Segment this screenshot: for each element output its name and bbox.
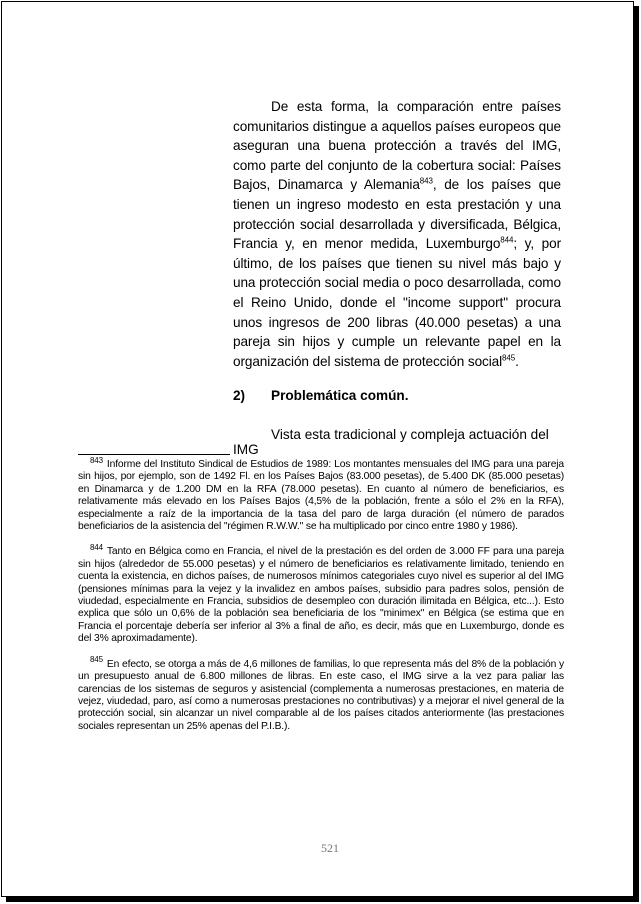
- footnote-separator: [78, 454, 230, 455]
- section-heading: [233, 388, 563, 403]
- continuation-text: Vista esta tradicional y compleja actuación del IMG: [233, 427, 549, 457]
- footnote-text: Tanto en Bélgica como en Francia, el nivel de la prestación es del orden de 3.000 FF para una pareja sin hijos (alrededor de 55.000 pesetas) y el número de beneficiarios es relativamente limitado, teniendo en cuenta la existencia, en dichos países, de numerosos mínimos categoriales cuyo nivel es superior al del IMG (pensiones mínimas para la vejez y la invalidez en ambos países, subsidio para padres solos, pensión de viudedad, especialmente en Francia, subsidios de desempleo con duración ilimitada en Bélgica, etc...). Esto explica que sólo un 0,6% de la población sea beneficiaria de los "minimex" en Bélgica (se estima que en Francia el porcentaje debería ser inferior al 3% a final de año, es decir, más que en Luxemburgo, donde es del 3% aproximadamente).: [78, 546, 564, 645]
- main-text-2: , de los países que tienen un ingreso modesto en esta prestación y una protección social desarrollada y diversificada, Bélgica, Francia y, en menor medida, Luxemburgo: [233, 177, 561, 252]
- footnote-number: 845: [90, 655, 103, 665]
- footnote-number: 844: [90, 543, 103, 553]
- page-number: 521: [321, 841, 339, 855]
- main-text-3: ; y, por último, de los países que tienen su nivel más bajo y una protección social media o poco desarrollada, como el Reino Unido, donde el "income support" procura unos ingresos de 200 libras (40.000 pesetas) a una pareja sin hijos y cumple un relevante papel en la organización del sistema de protección social: [233, 236, 561, 369]
- footnote-844: [78, 543, 564, 645]
- footnote-ref-844: 844: [500, 235, 514, 245]
- footnote-ref-845: 845: [502, 353, 516, 363]
- main-text-4: .: [515, 353, 519, 369]
- section-title: Problemática común.: [271, 388, 409, 403]
- main-text-1: De esta forma, la comparación entre países comunitarios distingue a aquellos países europeos que aseguran una buena protección a través del IMG, como parte del conjunto de la cobertura social: Países Bajos, Dinamarca y Alemania: [233, 99, 561, 193]
- footnote-text: Informe del Instituto Sindical de Estudios de 1989: Los montantes mensuales del IMG para una pareja sin hijos, por ejemplo, son de 1492 Fl. en los Países Bajos (83.000 pesetas), de 5.400 DK (85.000 pesetas) en Dinamarca y de 1.200 DM en la RFA (78.000 pesetas). En cuanto al número de beneficiarios, es relativamente más elevado en los Países Bajos (4,5% de la población, frente a sólo el 2% en la RFA), especialmente a raíz de la importancia de la tasa del paro de larga duración (el número de parados beneficiarios de la asistencia del "régimen R.W.W." se ha multiplicado por cinco entre 1980 y 1986).: [78, 459, 564, 533]
- section-number: 2): [233, 388, 246, 403]
- page-shadow-bottom: [6, 897, 639, 902]
- main-paragraph: [233, 97, 561, 371]
- footnote-text: En efecto, se otorga a más de 4,6 millones de familias, lo que representa más del 8% de la población y un presupuesto anual de 6.800 millones de libras. En este caso, el IMG sirve a la vez para paliar las carencias de los sistemas de seguros y asistencial (complementa a numerosas prestaciones, en materia de vejez, viudedad, paro, así como a numerosas prestaciones no contributivas) y a mejorar el nivel general de la protección social, sin alcanzar un nivel comparable al de los países citados anteriormente (las prestaciones sociales representan un 25% apenas del P.I.B.).: [78, 658, 564, 732]
- footnote-ref-843: 843: [419, 176, 433, 186]
- page-shadow-right: [634, 6, 639, 901]
- footnote-843: [78, 455, 564, 533]
- footnotes: [78, 455, 564, 746]
- footnote-number: 843: [90, 455, 103, 465]
- footnote-845: [78, 655, 564, 733]
